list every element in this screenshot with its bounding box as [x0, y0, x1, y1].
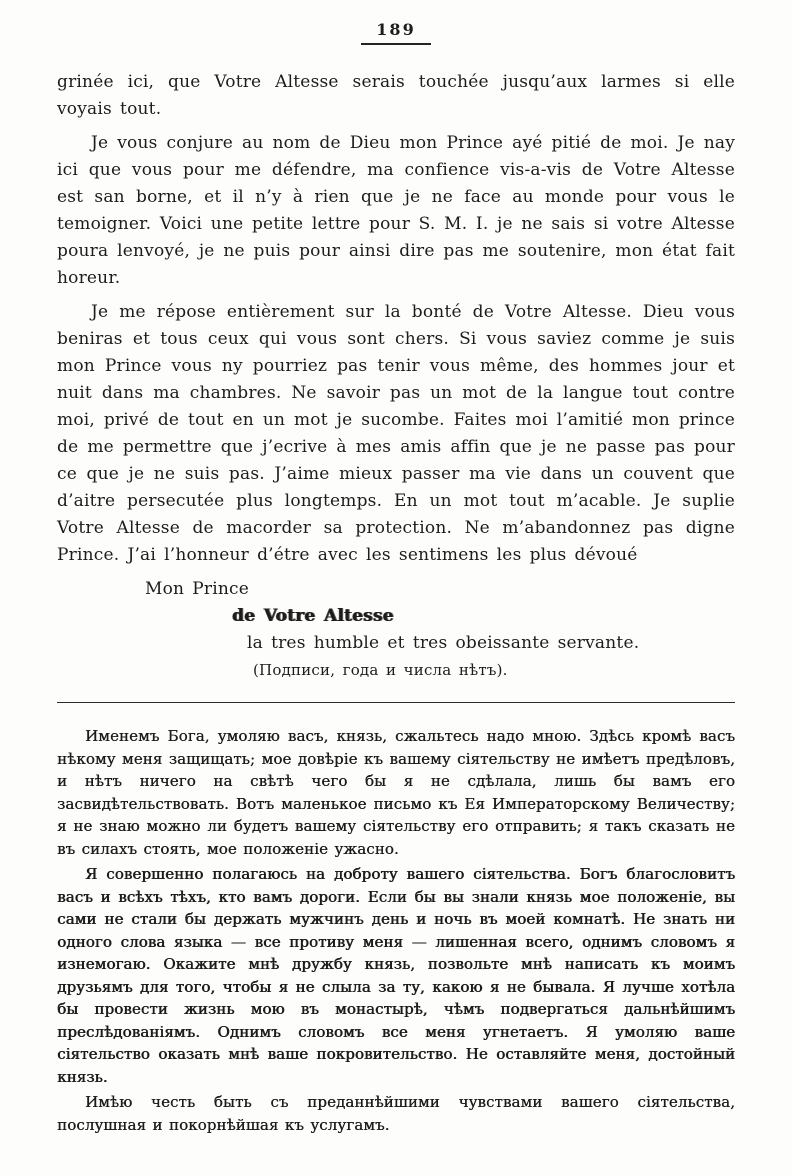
editor-note: (Подписи, года и числа нѣтъ).: [253, 661, 508, 679]
french-paragraph-3: Je me répose entièrement sur la bonté de Votre Altesse. Dieu vous beniras et tous ceux qui vous sont chers. Si vous saviez comme je suis mon Prince vous ny pourriez pas tenir vous même, des hommes jour et nuit dans ma chambres. Ne savoir pas un mot de la langue tout contre moi, privé de tout en un mot je sucombe. Faites moi l’amitié mon prince de me permettre que j’ecrive à mes amis affin que je ne passe pas pour ce que je ne suis pas. J’aime mieux passer ma vie dans un couvent que d’aitre persecutée plus longtemps. En un mot tout m’acable. Je suplie Votre Altesse de macorder sa protection. Ne m’abandonnez pas digne Prince. J’ai l’honneur d’étre avec les sentimens les plus dévoué: [57, 302, 735, 565]
page-number: 189: [361, 20, 430, 45]
french-paragraph-1: grinée ici, que Votre Altesse serais touchée jusqu’aux larmes si elle voyais tout.: [57, 72, 735, 119]
russian-paragraph-2: Я совершенно полагаюсь на доброту вашего сіятельства. Богъ благословитъ васъ и всѣхъ тѣхъ, кто вамъ дороги. Если бы вы знали князь мое положеніе, вы сами не стали бы держать мужчинъ день и ночь въ моей комнатѣ. Не знать ни одного слова языка — все противу меня — лишенная всего, однимъ словомъ я изнемогаю. Окажите мнѣ дружбу князь, позвольте мнѣ написать къ моимъ друзьямъ для того, чтобы я не слыла за ту, какою я не бывала. Я лучше хотѣла бы провести жизнь мою въ монастырѣ, чѣмъ подвергаться дальнѣйшимъ преслѣдованіямъ. Однимъ словомъ все меня угнетаетъ. Я умоляю ваше сіятельство оказать мнѣ ваше покровительство. Не оставляйте меня, достойный князь.: [57, 865, 735, 1086]
page-header: [57, 20, 735, 45]
russian-paragraph-1: Именемъ Бога, умоляю васъ, князь, сжальтесь надо мною. Здѣсь кромѣ васъ нѣкому меня защищать; мое довѣріе къ вашему сіятельству не имѣетъ предѣловъ, и нѣтъ ничего на свѣтѣ чего бы я не сдѣлала, лишь бы вамъ его засвидѣтельствовать. Вотъ маленькое письмо къ Ея Императорскому Величеству; я не знаю можно ли будетъ вашему сіятельству его отправить; я такъ сказать не въ силахъ стоять, мое положеніе ужасно.: [57, 727, 735, 858]
letter-salutation: Mon Prince: [145, 579, 250, 599]
section-divider: [57, 702, 735, 703]
russian-paragraph-3: Имѣю честь быть съ преданнѣйшими чувствами вашего сіятельства, послушная и покорнѣйшая къ услугамъ.: [57, 1093, 735, 1134]
letter-closing-line: de Votre Altesse: [232, 606, 394, 626]
letter-closing-servant-line: la tres humble et tres obeissante servante.: [247, 633, 640, 653]
french-letter-text: [57, 69, 735, 684]
french-paragraph-2: Je vous conjure au nom de Dieu mon Prince ayé pitié de moi. Je nay ici que vous pour me défendre, ma confience vis-a-vis de Votre Altesse est san borne, et il n’y à rien que je ne face au monde pour vous le temoigner. Voici une petite lettre pour S. M. I. je ne sais si votre Altesse poura lenvoyé, je ne puis pour ainsi dire pas me soutenire, mon état fait horeur.: [57, 133, 735, 288]
russian-translation-text: [57, 725, 735, 1136]
